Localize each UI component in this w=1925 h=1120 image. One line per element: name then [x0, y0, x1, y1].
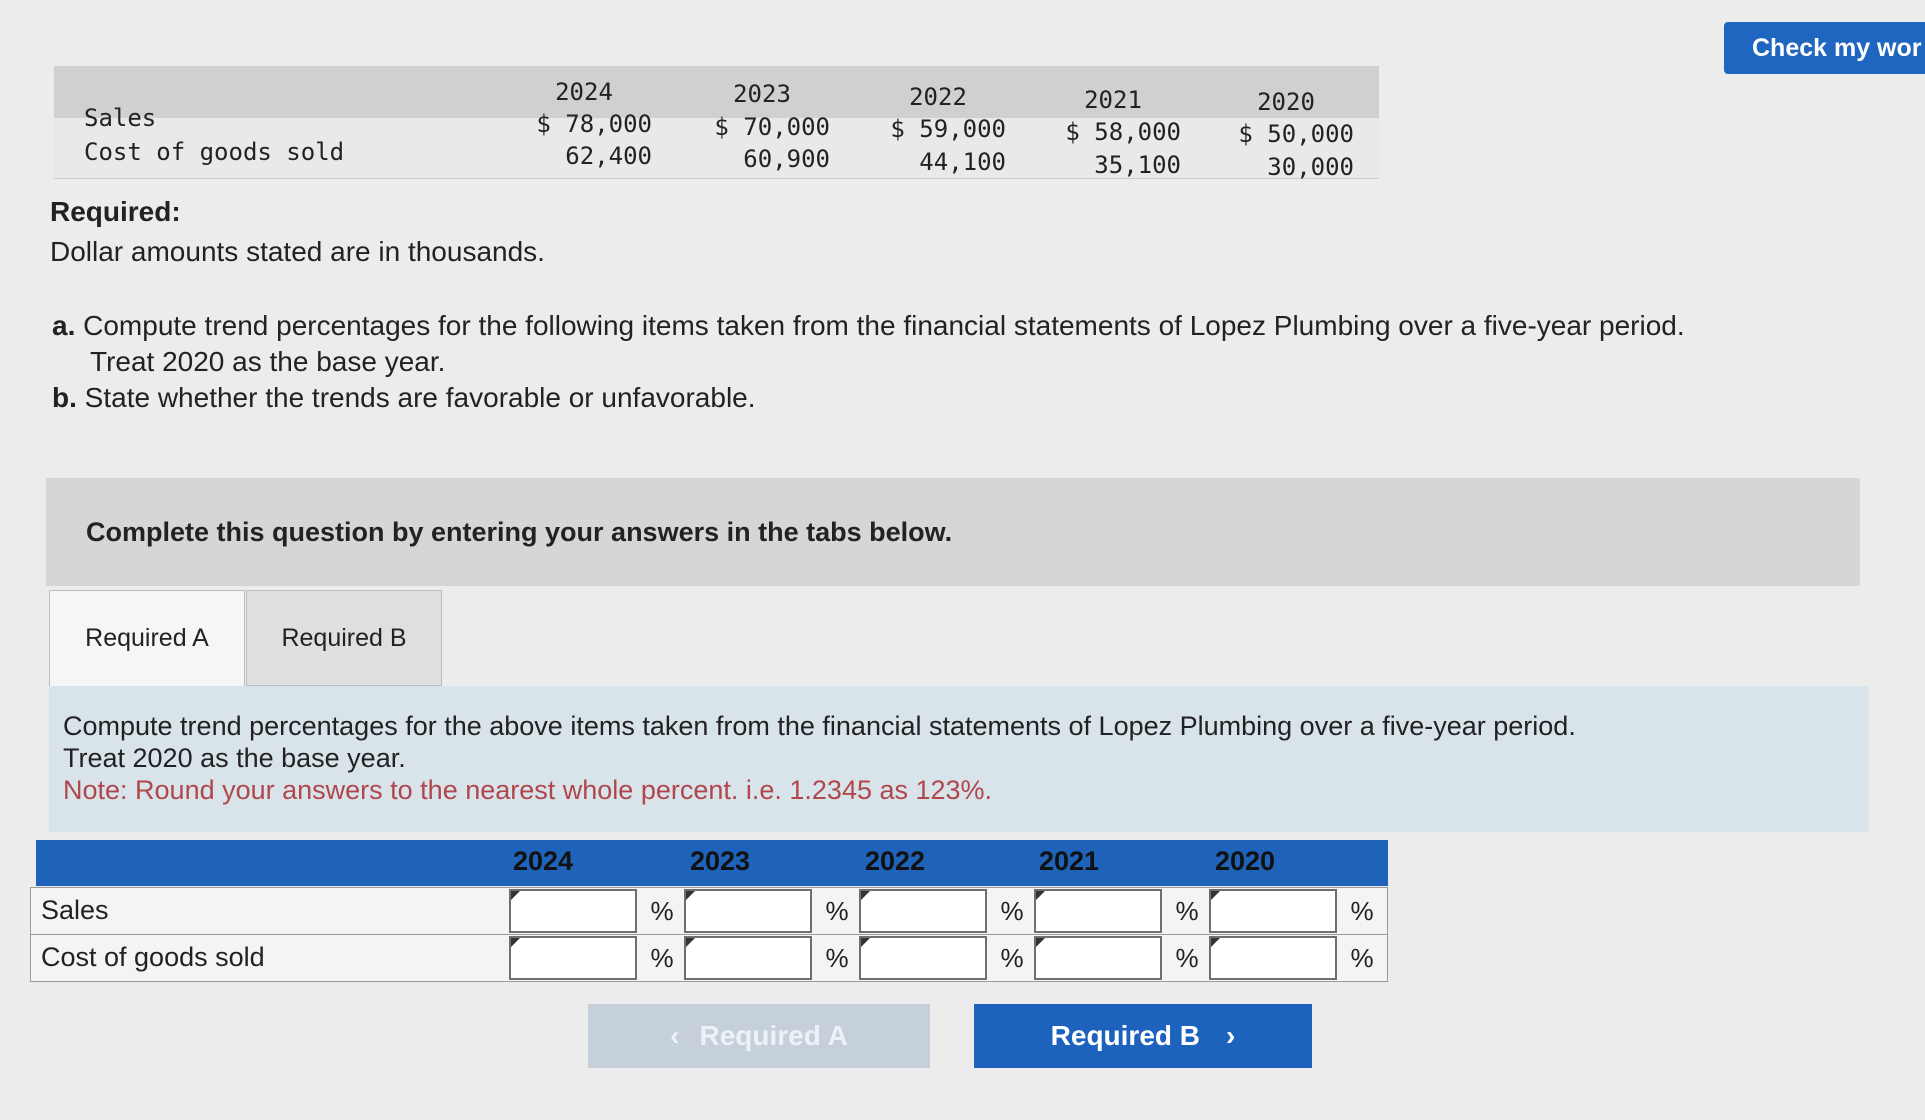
answer-year-2021: 2021 [1038, 846, 1100, 876]
question-a-text: Compute trend percentages for the following items taken from the financial statements of Lopez Plumbing over a five-year period. [83, 310, 1685, 341]
question-a [52, 308, 1922, 344]
sales-2022-percent: % [1000, 896, 1024, 926]
tab-required-a-label: Required A [85, 624, 209, 652]
question-list [52, 308, 1922, 416]
given-year-2021: 2021 [1084, 86, 1142, 114]
required-heading: Required: [50, 196, 181, 227]
given-sales-2023: $ 70,000 [714, 113, 830, 141]
given-sales-2020: $ 50,000 [1238, 120, 1354, 148]
answer-year-2022: 2022 [864, 846, 926, 876]
given-year-2022: 2022 [909, 83, 967, 111]
prev-required-a-button[interactable] [588, 1004, 930, 1068]
answer-row-sales [30, 887, 1388, 935]
answer-row-label-cogs: Cost of goods sold [41, 942, 265, 972]
tab-required-b-label: Required B [281, 623, 407, 652]
given-cogs-2021: 35,100 [1094, 151, 1181, 179]
given-sales-2024: $ 78,000 [536, 110, 652, 138]
question-b [52, 380, 1922, 416]
question-a-line2: Treat 2020 as the base year. [90, 346, 446, 377]
given-year-2023: 2023 [733, 80, 791, 108]
next-button-label: Required B [1050, 1020, 1201, 1051]
complete-instructions-banner [46, 478, 1860, 586]
given-cogs-2024: 62,400 [565, 142, 652, 170]
given-row-label-cogs: Cost of goods sold [84, 138, 345, 166]
sales-2022-input[interactable] [859, 889, 987, 933]
given-cogs-2020: 30,000 [1267, 153, 1354, 181]
prev-button-label: Required A [699, 1020, 848, 1051]
cogs-2022-input[interactable] [859, 936, 987, 980]
cogs-2020-input[interactable] [1209, 936, 1337, 980]
instructions-line1: Compute trend percentages for the above items taken from the financial statements of Lopez Plumbing over a five-year period. [63, 711, 1576, 741]
check-my-work-button[interactable]: Check my wor [1724, 22, 1925, 74]
instructions-line2: Treat 2020 as the base year. [63, 743, 406, 773]
tab-required-b[interactable] [246, 590, 442, 686]
next-required-b-button[interactable] [974, 1004, 1312, 1068]
sales-2023-percent: % [825, 896, 849, 926]
question-b-letter: b. [52, 382, 77, 413]
sales-2020-percent: % [1350, 896, 1374, 926]
cogs-2022-percent: % [1000, 943, 1024, 973]
sales-2020-input[interactable] [1209, 889, 1337, 933]
chevron-left-icon: ‹ [670, 1020, 680, 1051]
sales-2024-percent: % [650, 896, 674, 926]
given-year-2020: 2020 [1257, 88, 1315, 116]
cogs-2021-input[interactable] [1034, 936, 1162, 980]
given-year-2024: 2024 [555, 78, 613, 106]
sales-2021-input[interactable] [1034, 889, 1162, 933]
answer-grid [30, 840, 1388, 982]
question-b-text: State whether the trends are favorable or unfavorable. [84, 382, 756, 413]
complete-instructions-text: Complete this question by entering your answers in the tabs below. [86, 516, 953, 547]
sales-2021-percent: % [1175, 896, 1199, 926]
tab-instructions-panel [49, 686, 1869, 832]
cogs-2020-percent: % [1350, 943, 1374, 973]
cogs-2023-percent: % [825, 943, 849, 973]
cogs-2021-percent: % [1175, 943, 1199, 973]
given-row-label-sales: Sales [84, 104, 157, 132]
chevron-right-icon: › [1226, 1020, 1236, 1051]
cogs-2023-input[interactable] [684, 936, 812, 980]
given-sales-2022: $ 59,000 [890, 115, 1006, 143]
required-subtext: Dollar amounts stated are in thousands. [50, 236, 545, 267]
given-cogs-2023: 60,900 [743, 145, 830, 173]
sales-2024-input[interactable] [509, 889, 637, 933]
answer-year-2024: 2024 [512, 846, 574, 876]
sales-2023-input[interactable] [684, 889, 812, 933]
instructions-note: Note: Round your answers to the nearest whole percent. i.e. 1.2345 as 123%. [63, 775, 993, 805]
answer-row-label-sales: Sales [41, 895, 109, 925]
cogs-2024-percent: % [650, 943, 674, 973]
given-data-table [54, 66, 1379, 181]
tab-required-a[interactable] [49, 590, 245, 686]
answer-year-2023: 2023 [689, 846, 751, 876]
cogs-2024-input[interactable] [509, 936, 637, 980]
given-cogs-2022: 44,100 [919, 148, 1006, 176]
question-a-letter: a. [52, 310, 76, 341]
answer-row-cogs [30, 934, 1388, 982]
given-sales-2021: $ 58,000 [1065, 118, 1181, 146]
answer-year-2020: 2020 [1214, 846, 1276, 876]
